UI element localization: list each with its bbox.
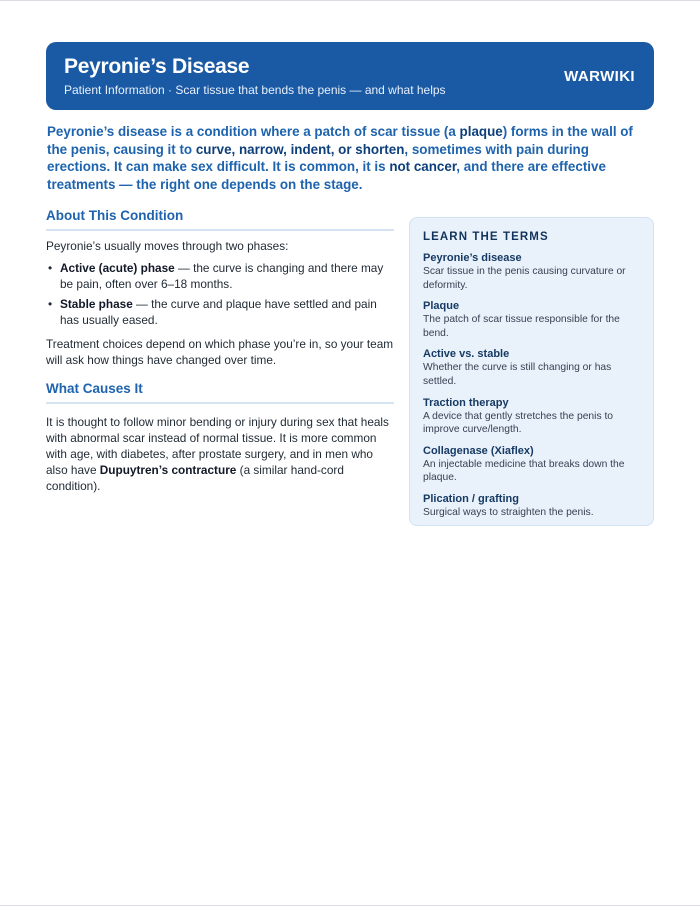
intro-term-plaque: plaque <box>459 124 503 139</box>
bullet-icon: • <box>48 297 53 311</box>
term-name: Traction therapy <box>423 396 509 409</box>
term-name: Peyronie’s disease <box>423 252 522 264</box>
page-title: Peyronie’s Disease <box>64 55 250 78</box>
glossary-sidebar <box>409 217 654 526</box>
term-definition: An injectable medicine that breaks down the plaque. <box>423 458 625 484</box>
term-name: Plication / grafting <box>423 492 519 505</box>
glossary-term <box>423 444 640 485</box>
intro-text-4: , and there are effective treatments — the right one depends on the stage. <box>47 159 606 192</box>
causes-heading: What Causes It <box>46 381 394 404</box>
about-lead: Peyronie’s usually moves through two phases: <box>46 239 289 253</box>
glossary-term <box>423 492 640 520</box>
list-item <box>46 260 394 292</box>
phase-list <box>46 260 394 328</box>
intro-text-3: , sometimes with pain during erections. It can make sex difficult. It is common, it is <box>47 141 589 175</box>
glossary-title: LEARN THE TERMS <box>423 231 549 243</box>
phase-text: — the curve is changing and there may be pain, often over 6–18 months. <box>60 261 384 291</box>
causes-paragraph <box>46 414 394 494</box>
glossary-term <box>423 299 640 340</box>
intro-term-effects: curve, narrow, indent, or shorten <box>195 141 405 157</box>
about-closing: Treatment choices depend on which phase you’re in, so your team will ask how things have changed over time. <box>46 337 394 367</box>
term-definition: The patch of scar tissue responsible for the bend. <box>423 314 620 339</box>
top-divider <box>0 0 700 1</box>
glossary-term <box>423 251 640 292</box>
page-header <box>46 42 654 110</box>
glossary-term <box>423 396 640 437</box>
causes-term-dupuytren: Dupuytren’s contracture <box>99 463 237 477</box>
page-subtitle: Patient Information · Scar tissue that bends the penis — and what helps <box>64 83 446 97</box>
main-column <box>46 208 394 494</box>
term-name: Plaque <box>423 300 460 313</box>
about-section <box>46 208 394 368</box>
about-heading: About This Condition <box>46 208 394 231</box>
intro-term-not-cancer: not cancer <box>389 159 457 175</box>
causes-text-2: (a similar hand-cord condition). <box>46 463 344 493</box>
term-name: Collagenase (Xiaflex) <box>423 444 534 457</box>
term-definition: Whether the curve is still changing or has settled. <box>423 362 612 387</box>
phase-text: — the curve and plaque have settled and pain has usually eased. <box>60 297 377 327</box>
phase-term: Active (acute) phase <box>60 261 175 275</box>
term-name: Active vs. stable <box>423 348 510 361</box>
intro-summary <box>47 123 653 193</box>
intro-text-1: Peyronie’s disease is a condition where a patch of scar tissue (a <box>47 124 460 139</box>
brand-logo: WARWIKI <box>564 68 635 85</box>
bullet-icon: • <box>48 261 53 275</box>
term-definition: Surgical ways to straighten the penis. <box>423 506 594 518</box>
term-definition: A device that gently stretches the penis to improve curve/length. <box>423 410 614 436</box>
list-item <box>46 296 394 328</box>
phase-term: Stable phase <box>60 297 133 311</box>
causes-section <box>46 381 394 494</box>
causes-text-1: It is thought to follow minor bending or injury during sex that heals with abnormal scar instead of normal tissue. It is more common with age, with diabetes, after prostate surgery, and in men who also have <box>46 415 389 477</box>
term-definition: Scar tissue in the penis causing curvature or deformity. <box>423 266 626 291</box>
intro-text-2: ) forms in the wall of the penis, causing it to <box>47 124 633 157</box>
glossary-term <box>423 347 640 388</box>
